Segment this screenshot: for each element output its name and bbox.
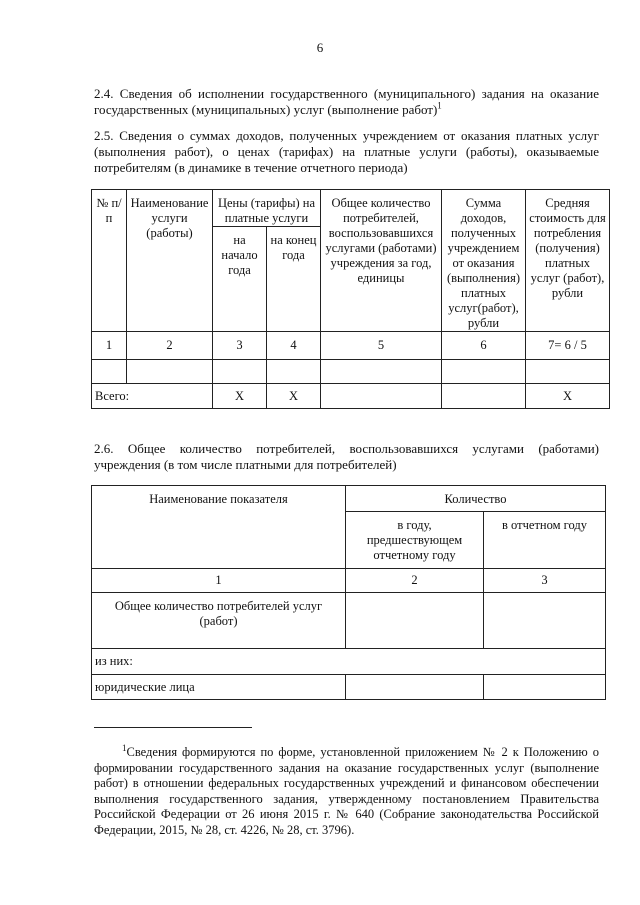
empty-cell <box>526 360 610 384</box>
table-row <box>92 649 606 675</box>
header-report-year: в отчетном году <box>484 512 606 569</box>
footnote-reference: 1 <box>437 100 442 111</box>
col-number: 7= 6 / 5 <box>526 332 610 360</box>
table-row <box>92 593 606 649</box>
consumers-table <box>91 485 606 700</box>
empty-cell <box>442 384 526 409</box>
empty-cell <box>267 360 321 384</box>
col-number: 1 <box>92 332 127 360</box>
header-prev-year: в году, предшествующем отчетному году <box>346 512 484 569</box>
empty-cell <box>321 384 442 409</box>
col-number: 4 <box>267 332 321 360</box>
footnote-divider <box>94 727 252 728</box>
total-label: Всего: <box>92 384 213 409</box>
empty-cell <box>321 360 442 384</box>
col-number: 5 <box>321 332 442 360</box>
empty-cell <box>92 360 127 384</box>
header-quantity: Количество <box>346 486 606 512</box>
col-number: 1 <box>92 569 346 593</box>
section-2-6-heading: 2.6. Общее количество потребителей, воспользовавшихся услугами (работами) учреждения (в том числе платными для потребителей) <box>94 441 599 472</box>
footnote-marker: 1 <box>122 742 127 753</box>
header-service-name: Наименование услуги (работы) <box>127 190 213 332</box>
section-2-5-heading: 2.5. Сведения о суммах доходов, полученных учреждением от оказания платных услуг (выполнения работ), о ценах (тарифах) на платные услуги (работы), оказываемые потребителям (в динамике в течение отчетного периода) <box>94 128 599 175</box>
header-price-start: на начало года <box>213 227 267 332</box>
col-number: 3 <box>484 569 606 593</box>
total-x-mark: Х <box>213 384 267 409</box>
header-avg-cost: Средняя стоимость для потребления (получения) платных услуг (работ), рубли <box>526 190 610 332</box>
table-row <box>92 675 606 700</box>
empty-cell <box>346 593 484 649</box>
empty-cell <box>346 675 484 700</box>
col-number: 3 <box>213 332 267 360</box>
row-of-which: из них: <box>92 649 606 675</box>
empty-row <box>92 360 610 384</box>
empty-cell <box>127 360 213 384</box>
col-number: 2 <box>346 569 484 593</box>
row-legal-entities: юридические лица <box>92 675 346 700</box>
footnote-text: Сведения формируются по форме, установленной приложением № 2 к Положению о формировании государственного задания на оказание государственных услуг (выполнение работ) в отношении федеральных государственных учреждений и финансовом обеспечении выполнения государственного задания, утвержденному постановлением Правительства Российской Федерации от 26 июня 2015 г. № 640 (Собрание законодательства Российской Федерации, 2015, № 28, ст. 4226, № 28, ст. 3796). <box>94 745 599 837</box>
col-number: 2 <box>127 332 213 360</box>
empty-cell <box>213 360 267 384</box>
page-number: 6 <box>316 40 324 55</box>
total-row <box>92 384 610 409</box>
empty-cell <box>484 593 606 649</box>
header-revenue: Сумма доходов, полученных учреждением от оказания (выполнения) платных услуг(работ), рубли <box>442 190 526 332</box>
total-x-mark: Х <box>267 384 321 409</box>
header-consumers: Общее количество потребителей, воспользовавшихся услугами (работами) учреждения за год, единицы <box>321 190 442 332</box>
footnote <box>94 742 599 838</box>
section-2-4-text: 2.4. Сведения об исполнении государственного (муниципального) задания на оказание государственных (муниципальных) услуг (выполнение работ) <box>94 86 599 117</box>
paid-services-table <box>91 189 610 409</box>
header-indicator: Наименование показателя <box>92 486 346 569</box>
total-x-mark: Х <box>526 384 610 409</box>
col-number: 6 <box>442 332 526 360</box>
empty-cell <box>484 675 606 700</box>
empty-cell <box>442 360 526 384</box>
header-price-end: на конец года <box>267 227 321 332</box>
header-num: № п/п <box>92 190 127 332</box>
row-total-consumers: Общее количество потребителей услуг (работ) <box>92 593 346 649</box>
header-prices: Цены (тарифы) на платные услуги <box>213 190 321 227</box>
section-2-4-heading <box>94 86 599 118</box>
